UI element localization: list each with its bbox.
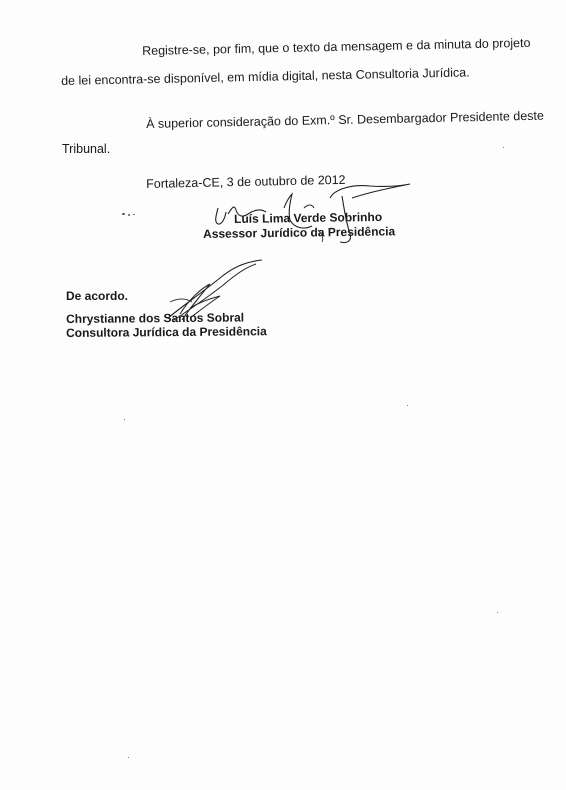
scan-speck (503, 147, 504, 148)
scan-speck (133, 214, 135, 215)
signer-1-name: Luís Lima Verde Sobrinho (234, 209, 383, 226)
scan-speck (128, 757, 129, 758)
signer-2-name: Chrystianne dos Santos Sobral (66, 310, 245, 326)
scan-speck (122, 213, 125, 215)
scan-speck (407, 405, 408, 406)
scan-speck (497, 612, 498, 613)
date-place: Fortaleza-CE, 3 de outubro de 2012 (146, 172, 346, 191)
approval-text: De acordo. (66, 289, 129, 303)
signer-2-role: Consultora Jurídica da Presidência (66, 324, 267, 340)
paragraph-2-line-2: Tribunal. (62, 142, 111, 156)
paragraph-2-line-1: À superior consideração do Exm.º Sr. Desembargador Presidente deste (146, 108, 545, 131)
scan-speck (128, 214, 130, 216)
signer-1-role: Assessor Jurídico da Presidência (203, 224, 396, 241)
paragraph-1-line-2: de lei encontra-se disponível, em mídia digital, nesta Consultoria Jurídica. (61, 65, 470, 88)
paragraph-1-line-1: Registre-se, por fim, que o texto da mensagem e da minuta do projeto (142, 35, 531, 58)
scan-speck (124, 419, 125, 420)
